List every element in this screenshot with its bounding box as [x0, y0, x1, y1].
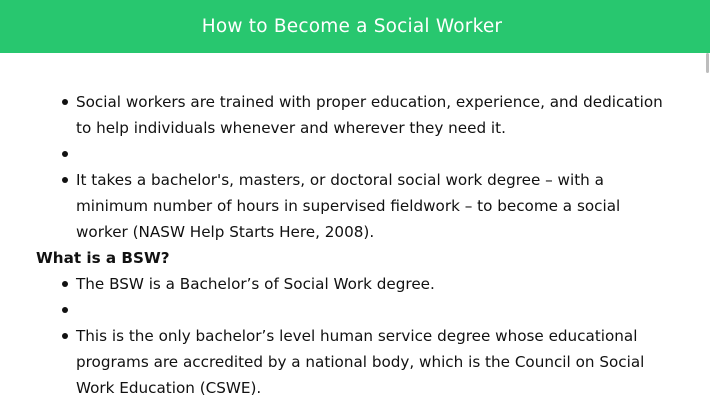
- section-heading: What is a BSW?: [36, 249, 170, 267]
- list-item: Social workers are trained with proper education, experience, and dedication to help individuals whenever and wherever they need it.: [76, 89, 676, 141]
- page-title: How to Become a Social Worker: [201, 16, 503, 37]
- scrollbar[interactable]: [704, 53, 710, 400]
- bullet-list: [0, 271, 700, 401]
- list-item: This is the only bachelor’s level human service degree whose educational programs are accredited by a national body, which is the Council on Social Work Education (CSWE).: [76, 323, 676, 401]
- scrollbar-thumb[interactable]: [706, 53, 709, 73]
- list-item: It takes a bachelor's, masters, or doctoral social work degree – with a minimum number of hours in supervised fieldwork – to become a social worker (NASW Help Starts Here, 2008).: [76, 167, 676, 245]
- bullet-list: [0, 89, 700, 245]
- list-item: The BSW is a Bachelor’s of Social Work degree.: [76, 271, 676, 297]
- list-item-empty: [76, 297, 676, 323]
- page-header: [0, 0, 710, 53]
- list-item-empty: [76, 141, 676, 167]
- article-body: [0, 89, 700, 401]
